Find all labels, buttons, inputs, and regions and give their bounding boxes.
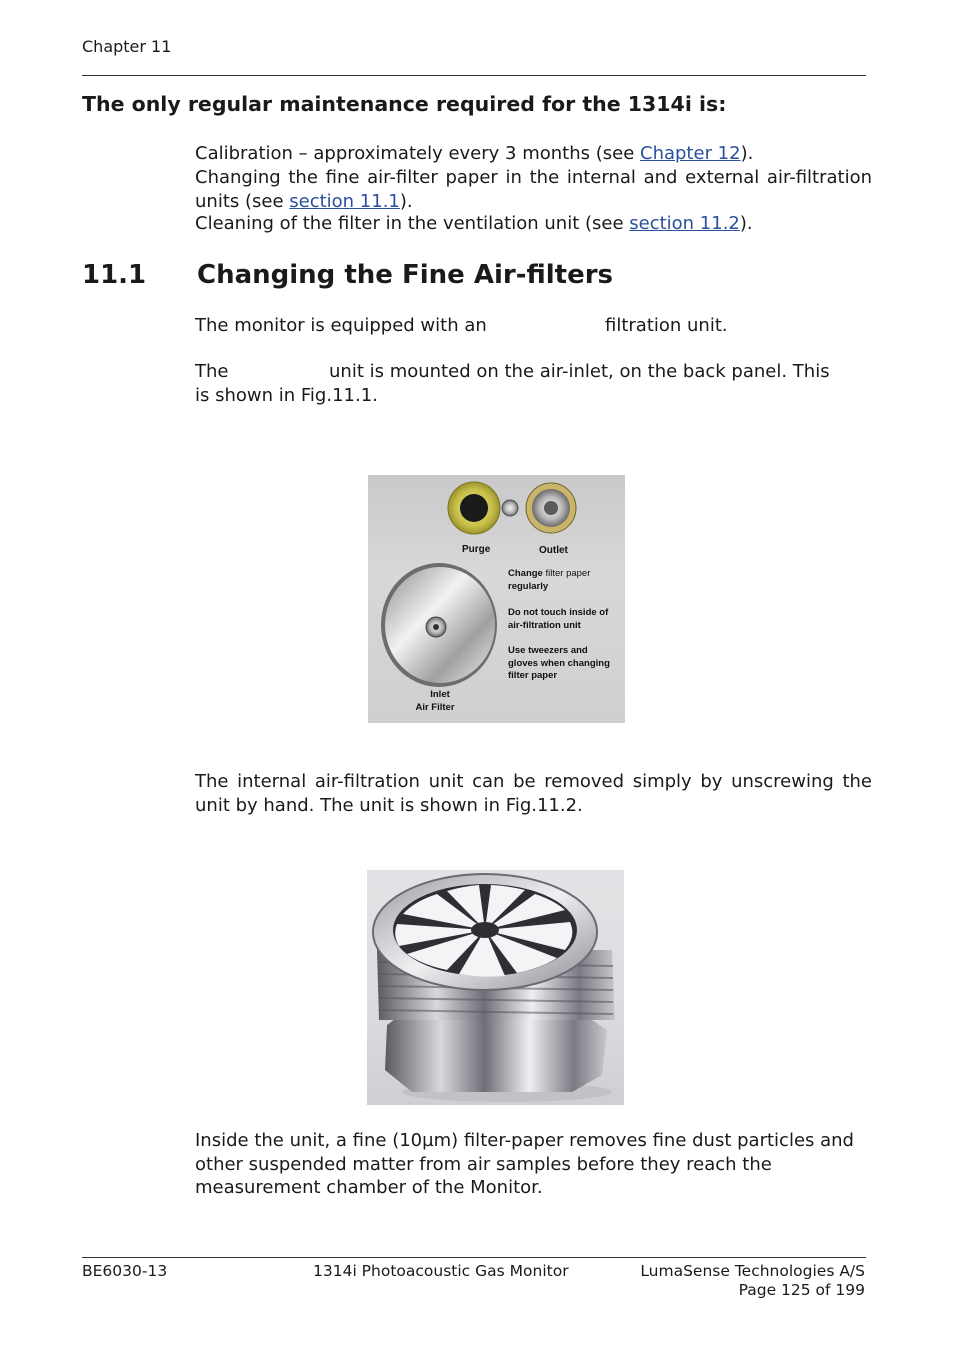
para-equipped-pre: The monitor is equipped with an bbox=[195, 315, 487, 336]
item3-text: Cleaning of the filter in the ventilation unit (see bbox=[195, 213, 630, 234]
note3-b: gloves when changing bbox=[508, 657, 610, 669]
footer-company: LumaSense Technologies A/S bbox=[640, 1262, 865, 1280]
header-rule bbox=[82, 75, 866, 76]
para-mounted-line1: unit is mounted on the air-inlet, on the back panel. This bbox=[329, 361, 830, 382]
section-11-1-link[interactable]: section 11.1 bbox=[289, 190, 400, 212]
note1-b: filter paper bbox=[542, 568, 591, 579]
note-change-filter bbox=[508, 568, 590, 593]
footer-doc-id: BE6030-13 bbox=[82, 1262, 168, 1280]
running-header: Chapter 11 bbox=[82, 37, 172, 56]
para-removal: The internal air-filtration unit can be removed simply by unscrewing the unit by hand. The unit is shown in Fig.11.2. bbox=[195, 771, 872, 816]
note2-b: air-filtration unit bbox=[508, 619, 581, 631]
section-number: 11.1 bbox=[82, 260, 147, 290]
filter-unit-illustration bbox=[367, 870, 624, 1105]
section-title: Changing the Fine Air-filters bbox=[197, 260, 614, 290]
maintenance-item-ventilation bbox=[195, 212, 872, 236]
note3-a: Use tweezers and bbox=[508, 645, 588, 656]
note-use-tweezers bbox=[508, 645, 610, 683]
footer-page-number: Page 125 of 199 bbox=[738, 1281, 865, 1299]
note1-a: Change bbox=[508, 568, 543, 579]
item3-text-end: ). bbox=[739, 213, 753, 234]
para-mounted-line2: is shown in Fig.11.1. bbox=[195, 385, 378, 406]
figure-filter-unit-photo bbox=[367, 870, 624, 1105]
para-filter-paper: Inside the unit, a fine (10µm) filter-paper removes fine dust particles and other suspended matter from air samples before they reach the measurement chamber of the Monitor. bbox=[195, 1130, 854, 1198]
note3-c: filter paper bbox=[508, 670, 558, 681]
item1-text: Calibration – approximately every 3 months (see bbox=[195, 143, 640, 164]
note-do-not-touch bbox=[508, 607, 608, 632]
footer-rule bbox=[82, 1257, 866, 1258]
figure-back-panel-photo bbox=[368, 475, 625, 723]
inlet-b: Air Filter bbox=[415, 701, 455, 713]
outlet-label: Outlet bbox=[539, 545, 568, 556]
note2-a: Do not touch inside of bbox=[508, 607, 609, 618]
para-equipped-post: filtration unit. bbox=[605, 315, 728, 336]
footer-product: 1314i Photoacoustic Gas Monitor bbox=[313, 1262, 569, 1280]
inlet-label bbox=[415, 689, 460, 714]
maintenance-item-filter-paper bbox=[195, 166, 872, 213]
inlet-a: Inlet bbox=[430, 689, 450, 700]
note1-c: regularly bbox=[508, 580, 549, 592]
chapter-12-link[interactable]: Chapter 12 bbox=[640, 143, 741, 164]
para-mounted-pre: The bbox=[195, 361, 229, 382]
maintenance-item-calibration bbox=[195, 142, 872, 166]
section-11-2-link[interactable]: section 11.2 bbox=[629, 213, 740, 234]
maintenance-heading: The only regular maintenance required for the 1314i is: bbox=[82, 92, 727, 116]
item1-text-end: ). bbox=[740, 143, 754, 164]
item2-text: Changing the fine air-filter paper in the internal and external air-filtration units (see bbox=[195, 167, 872, 212]
item2-text-end: ). bbox=[399, 190, 413, 212]
back-panel-illustration bbox=[368, 475, 625, 723]
purge-label: Purge bbox=[462, 544, 491, 555]
